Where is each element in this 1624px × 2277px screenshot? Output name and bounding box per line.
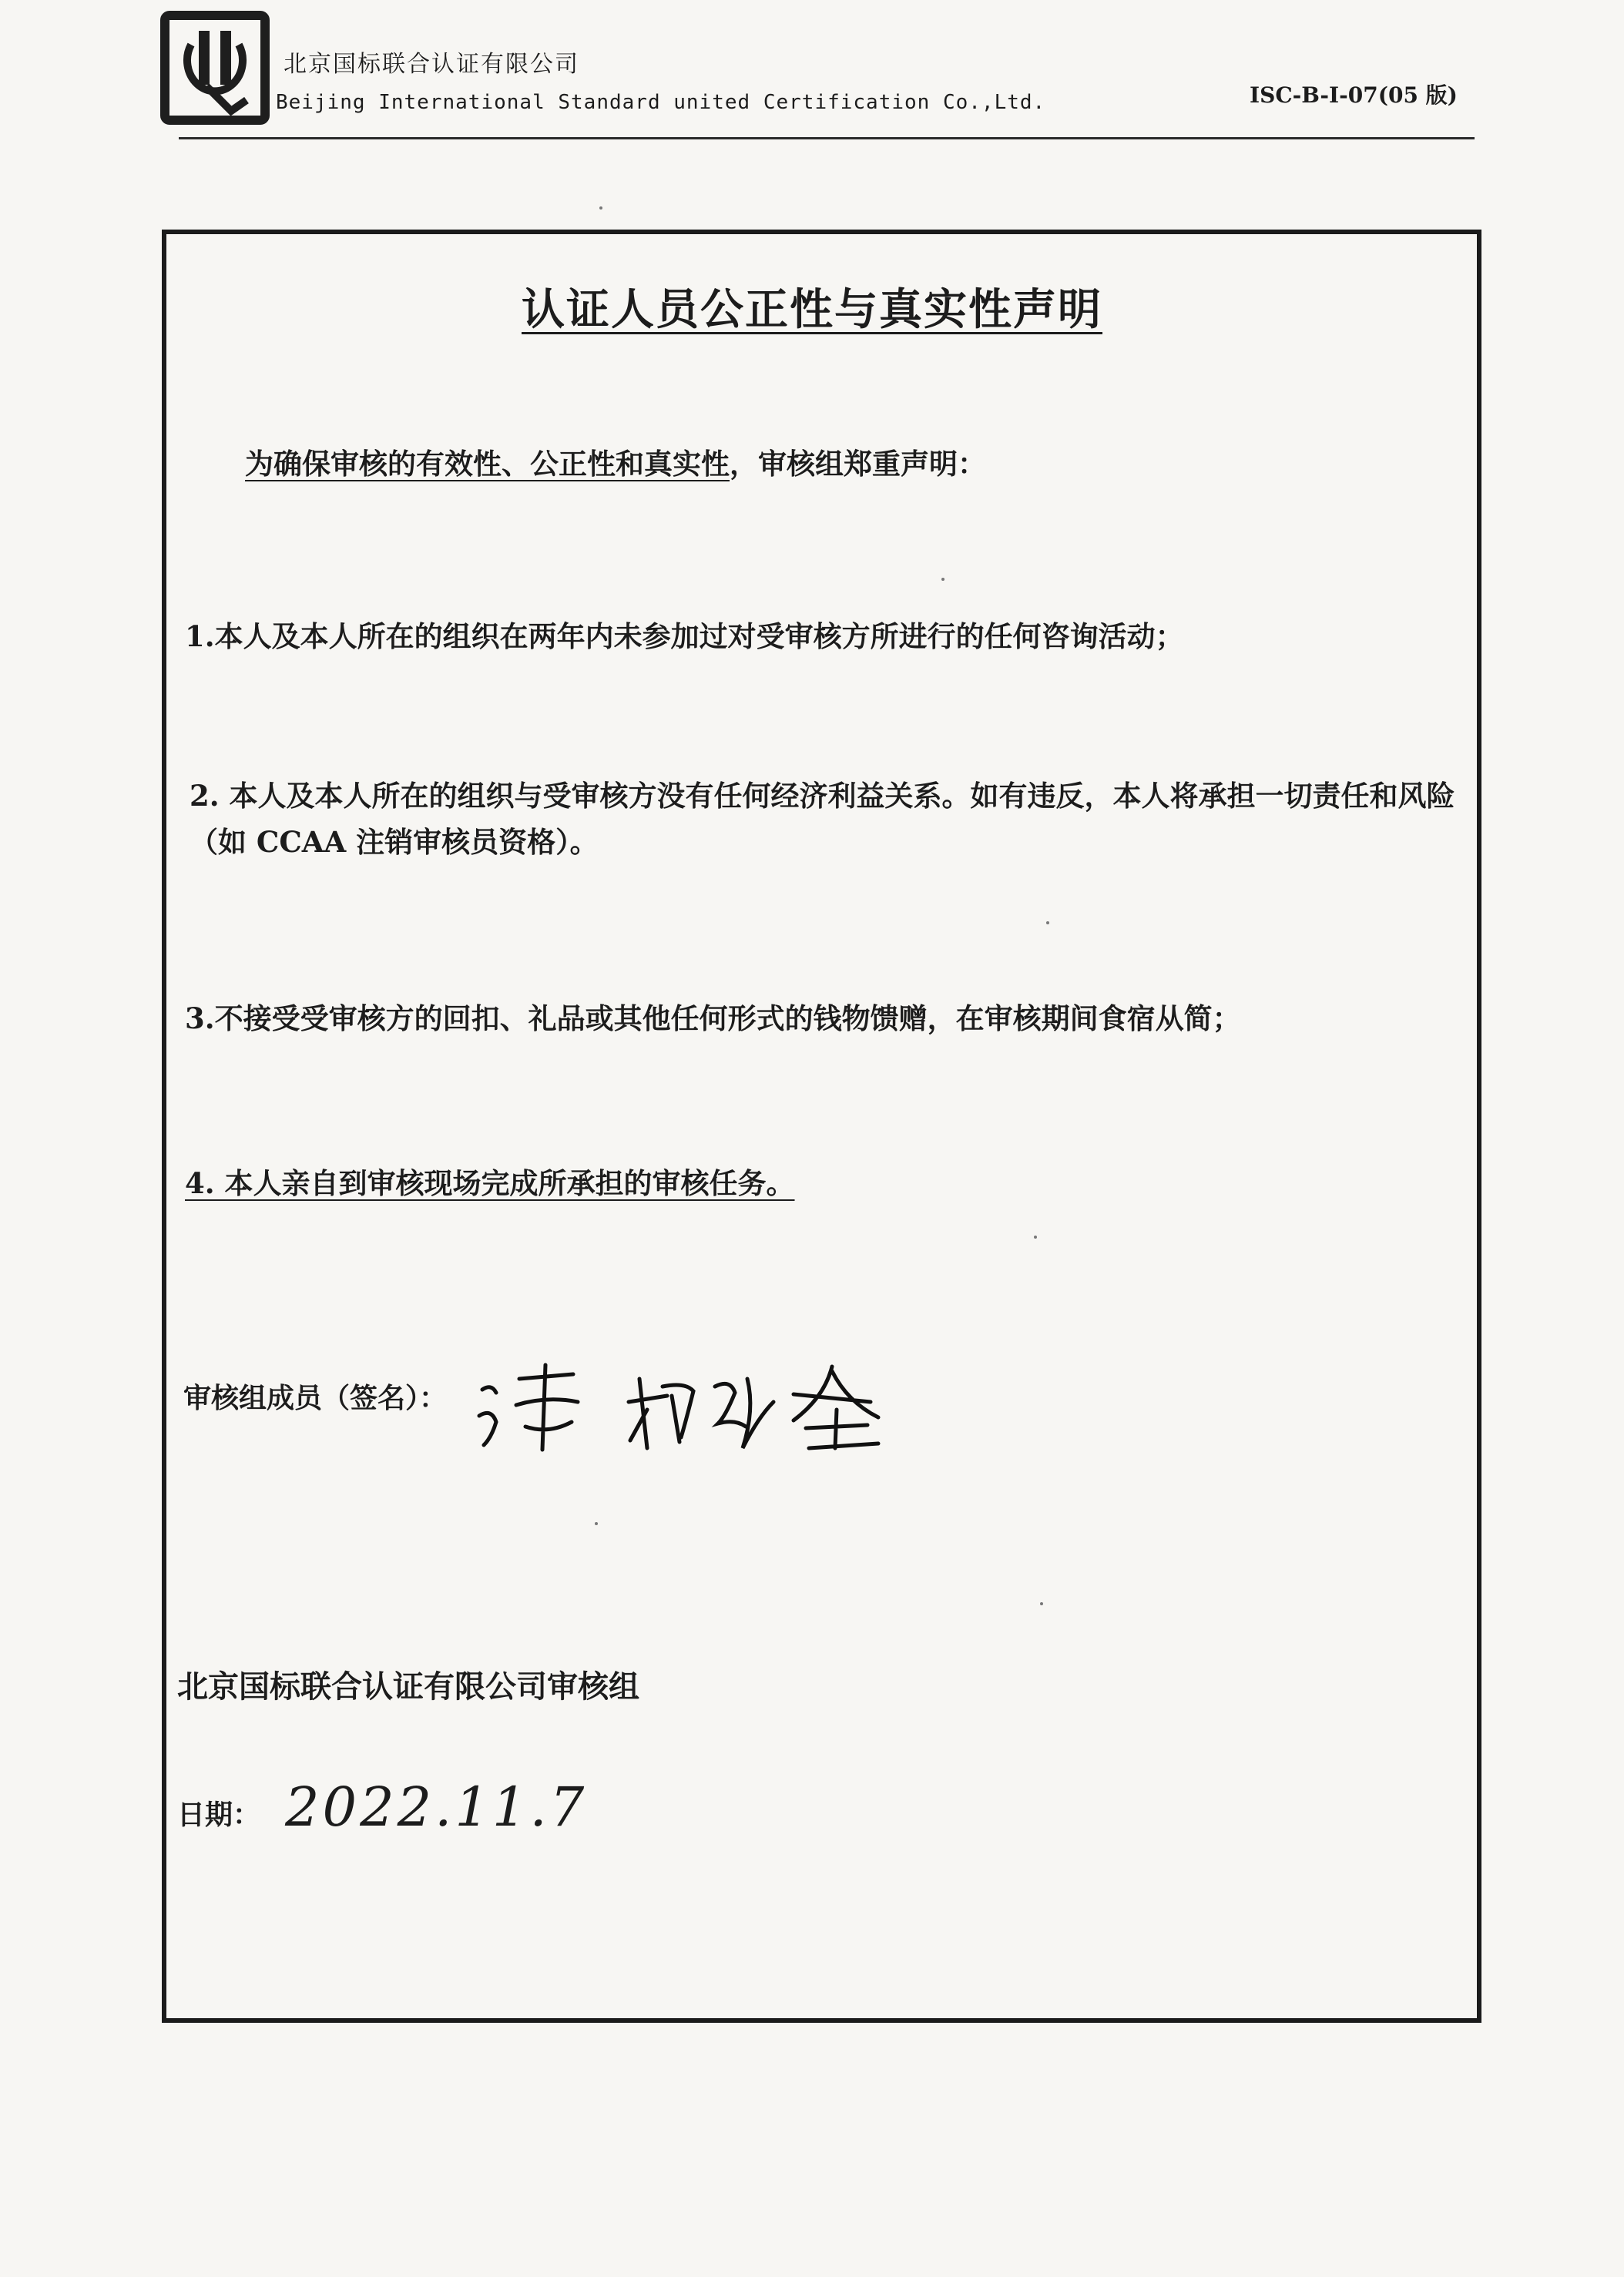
scan-speck	[1034, 1236, 1037, 1239]
company-name-cn: 北京国标联合认证有限公司	[284, 51, 579, 78]
date-label: 日期：	[177, 1799, 261, 1831]
signature-member-2	[624, 1356, 886, 1464]
company-logo-icon	[160, 11, 270, 125]
title-text: 认证人员公正性与真实性声明	[522, 285, 1102, 335]
header-divider	[179, 137, 1475, 139]
declaration-item-1: 1.本人及本人所在的组织在两年内未参加过对受审核方所进行的任何咨询活动；	[185, 619, 1184, 653]
declaration-item-4: 4. 本人亲自到审核现场完成所承担的审核任务。	[185, 1166, 795, 1200]
letterhead	[0, 0, 1624, 154]
company-name-en: Beijing International Standard united Certification Co.,Ltd.	[276, 91, 1046, 114]
scan-speck	[1046, 921, 1049, 924]
signature-member-1	[471, 1356, 595, 1456]
page-title	[0, 276, 1624, 337]
scan-speck	[595, 1522, 598, 1525]
scan-speck	[1040, 1602, 1043, 1605]
intro-paragraph	[245, 441, 986, 487]
declaration-frame	[162, 230, 1481, 2023]
signature-label: 审核组成员（签名）：	[183, 1382, 448, 1414]
intro-rest: ，审核组郑重声明：	[730, 447, 986, 481]
declaration-item-2: 2. 本人及本人所在的组织与受审核方没有任何经济利益关系。如有违反，本人将承担一切责任和风险（如 CCAA 注销审核员资格）。	[190, 779, 1455, 859]
date-value: 2022.11.7	[285, 1776, 588, 1839]
scan-speck	[941, 578, 945, 581]
organization-name: 北京国标联合认证有限公司审核组	[177, 1668, 639, 1705]
document-code: ISC-B-I-07(05 版)	[1250, 82, 1458, 108]
scan-speck	[599, 206, 602, 210]
declaration-item-3: 3.不接受受审核方的回扣、礼品或其他任何形式的钱物馈赠，在审核期间食宿从简；	[185, 1001, 1241, 1035]
intro-underlined: 为确保审核的有效性、公正性和真实性	[245, 447, 730, 481]
